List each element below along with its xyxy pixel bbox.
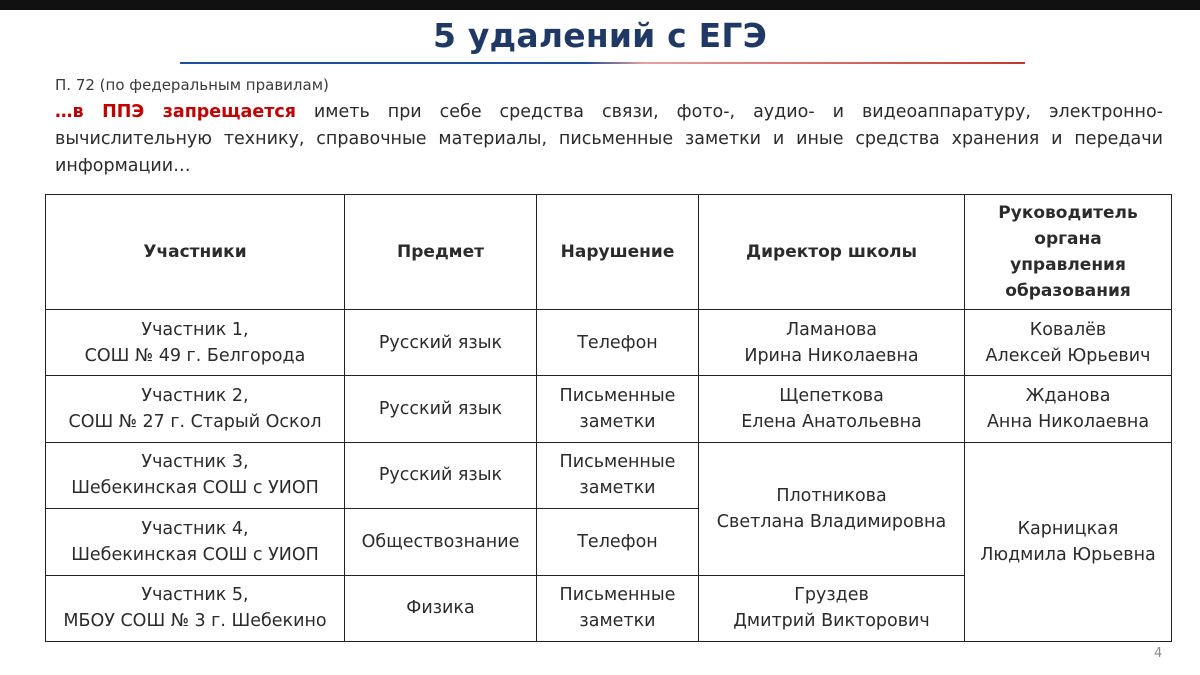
director-cell xyxy=(699,575,965,641)
director-cell xyxy=(699,376,965,442)
director-cell-merged xyxy=(699,442,965,575)
paragraph-text: иметь при себе средства связи, фото-, аудио- и видеоаппаратуру, электронно-вычислительную технику, справочные материалы, письменные заметки и иные средства хранения и передачи информации… xyxy=(55,102,1163,176)
violation-line: Письменные xyxy=(559,452,676,473)
director-given-names: Дмитрий Викторович xyxy=(733,611,930,632)
head-surname: Жданова xyxy=(1025,386,1111,407)
director-given-names: Ирина Николаевна xyxy=(744,345,919,366)
header-participants: Участники xyxy=(46,195,345,310)
subject-cell: Обществознание xyxy=(345,509,537,575)
director-cell xyxy=(699,310,965,376)
head-cell-merged xyxy=(965,442,1172,641)
subject-cell: Русский язык xyxy=(345,310,537,376)
head-surname: Карницкая xyxy=(1017,518,1119,539)
director-surname: Ламанова xyxy=(786,319,877,340)
header-education-head-text: Руководитель органа управления образования xyxy=(998,203,1138,301)
participant-name: Участник 3, xyxy=(141,452,249,473)
head-cell xyxy=(965,310,1172,376)
violation-cell xyxy=(537,442,699,508)
director-surname: Плотникова xyxy=(776,485,887,506)
header-violation: Нарушение xyxy=(537,195,699,310)
participant-name: Участник 4, xyxy=(141,518,249,539)
slide-title: 5 удалений с ЕГЭ xyxy=(432,16,767,55)
violation-line: заметки xyxy=(579,412,656,433)
highlight-text: …в ППЭ запрещается xyxy=(55,102,296,122)
participant-cell xyxy=(46,509,345,575)
page-number: 4 xyxy=(1154,646,1163,661)
top-bar xyxy=(0,0,1200,10)
violation-line: Письменные xyxy=(559,386,676,407)
participant-cell xyxy=(46,442,345,508)
violation-cell xyxy=(537,575,699,641)
participant-cell xyxy=(46,310,345,376)
director-given-names: Светлана Владимировна xyxy=(716,511,947,532)
director-given-names: Елена Анатольевна xyxy=(741,412,922,433)
participant-school: СОШ № 49 г. Белгорода xyxy=(84,345,306,366)
removals-table xyxy=(45,194,1172,642)
violation-cell xyxy=(537,376,699,442)
participant-cell xyxy=(46,575,345,641)
header-education-head xyxy=(965,195,1172,310)
head-given-names: Анна Николаевна xyxy=(986,412,1150,433)
head-cell xyxy=(965,376,1172,442)
table-header-row xyxy=(46,195,1172,310)
head-surname: Ковалёв xyxy=(1029,319,1107,340)
participant-school: Шебекинская СОШ с УИОП xyxy=(71,478,319,499)
participant-name: Участник 5, xyxy=(141,585,249,606)
violation-line: Письменные xyxy=(559,585,676,606)
subject-cell: Русский язык xyxy=(345,376,537,442)
director-surname: Груздев xyxy=(794,585,869,606)
participant-name: Участник 2, xyxy=(141,386,249,407)
subject-cell: Русский язык xyxy=(345,442,537,508)
rule-reference: П. 72 (по федеральным правилам) xyxy=(55,76,329,94)
participant-school: Шебекинская СОШ с УИОП xyxy=(71,544,319,565)
violation-cell: Телефон xyxy=(537,310,699,376)
table-row xyxy=(46,310,1172,376)
violation-line: заметки xyxy=(579,611,656,632)
table-row xyxy=(46,442,1172,508)
header-subject: Предмет xyxy=(345,195,537,310)
header-director: Директор школы xyxy=(699,195,965,310)
participant-cell xyxy=(46,376,345,442)
subject-cell: Физика xyxy=(345,575,537,641)
violation-line: заметки xyxy=(579,478,656,499)
head-given-names: Алексей Юрьевич xyxy=(985,345,1151,366)
director-surname: Щепеткова xyxy=(779,386,884,407)
participant-school: СОШ № 27 г. Старый Оскол xyxy=(68,412,322,433)
title-underline xyxy=(180,62,1025,64)
rule-paragraph xyxy=(55,99,1163,180)
head-given-names: Людмила Юрьевна xyxy=(980,544,1156,565)
participant-school: МБОУ СОШ № 3 г. Шебекино xyxy=(63,611,327,632)
violation-cell: Телефон xyxy=(537,509,699,575)
participant-name: Участник 1, xyxy=(141,319,249,340)
table-row xyxy=(46,376,1172,442)
